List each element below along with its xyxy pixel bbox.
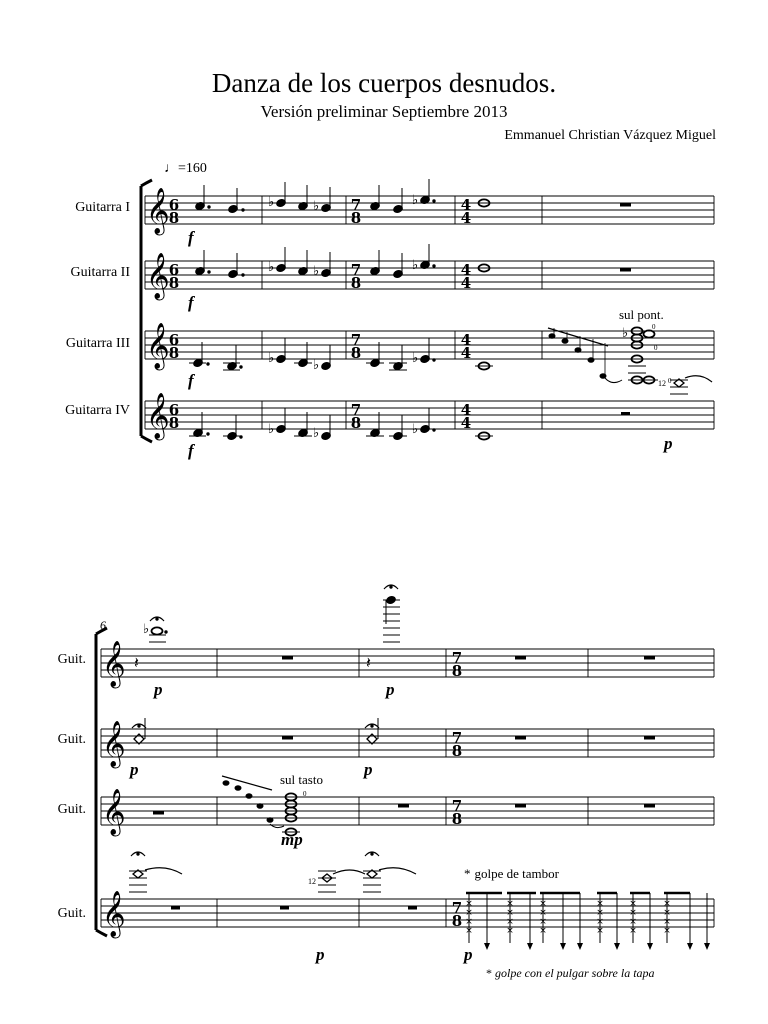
dynamic-marking: p (130, 760, 139, 779)
dynamic-marking: p (316, 945, 325, 964)
instrument-label-guit-2: Guit. (57, 732, 86, 747)
treble-clef-icon: 𝄞 (146, 323, 170, 369)
harmonic-12-mark: 12 (308, 877, 316, 886)
instrument-label-guitarra-2: Guitarra II (70, 265, 130, 280)
dynamic-marking: f (188, 371, 194, 390)
instrument-label-guitarra-4: Guitarra IV (65, 403, 130, 418)
dynamic-marking: p (154, 680, 163, 699)
svg-text:♭: ♭ (412, 422, 419, 437)
treble-clef-icon: 𝄞 (146, 393, 170, 439)
time-sig-4-4: 4 4 (460, 196, 472, 227)
svg-text:♭: ♭ (268, 260, 275, 275)
instrument-label-guitarra-3: Guitarra III (65, 336, 130, 351)
notes-guit-2 (132, 718, 655, 744)
composer-name: Emmanuel Christian Vázquez Miguel (504, 128, 716, 143)
treble-clef-icon: 𝄞 (102, 641, 126, 687)
footnote-star: * (486, 966, 492, 980)
notes-guit-4 (129, 852, 710, 950)
staff-guit-4 (101, 899, 714, 927)
percussion-label (464, 866, 560, 881)
instrument-label-guit-3: Guit. (57, 802, 86, 817)
svg-text:×: × (596, 899, 604, 909)
svg-text:×: × (465, 926, 473, 936)
time-sig-4-4: 4 4 (460, 331, 472, 362)
svg-text:♭: ♭ (313, 426, 320, 441)
svg-text:×: × (506, 917, 514, 927)
quarter-note-icon: ♩ (164, 161, 178, 176)
svg-text:×: × (596, 908, 604, 918)
svg-text:♭: ♭ (313, 264, 320, 279)
svg-text:×: × (629, 926, 637, 936)
notes-guitarra-3 (189, 326, 658, 384)
instrument-label-guitarra-1: Guitarra I (75, 200, 130, 215)
svg-text:𝄽: 𝄽 (134, 653, 139, 672)
measure-number: 6 (100, 618, 106, 632)
treble-clef-icon: 𝄞 (146, 188, 170, 234)
dynamic-marking: p (386, 680, 395, 699)
svg-text:×: × (629, 917, 637, 927)
time-sig-6-8: 6 8 (168, 196, 180, 227)
harmonic-12-mark: 12 (658, 379, 666, 388)
svg-text:♭: ♭ (412, 193, 419, 208)
svg-text:×: × (465, 908, 473, 918)
treble-clef-icon: 𝄞 (146, 253, 170, 299)
technique-sul-tasto: sul tasto (280, 772, 323, 787)
svg-text:×: × (629, 908, 637, 918)
fingering-0: 0 (303, 790, 307, 798)
time-sig-4-4: 4 4 (460, 401, 472, 432)
time-sig-7-8: 7 8 (350, 401, 362, 432)
dynamic-marking: f (188, 293, 194, 312)
score-subtitle: Versión preliminar Septiembre 2013 (260, 102, 508, 121)
svg-text:×: × (539, 908, 547, 918)
svg-text:×: × (663, 926, 671, 936)
dynamic-marking: p (464, 945, 473, 964)
svg-text:𝄽: 𝄽 (366, 653, 371, 672)
svg-text:×: × (506, 899, 514, 909)
fingering-0: 0 (668, 377, 672, 385)
svg-text:♭: ♭ (313, 358, 320, 373)
svg-text:♭: ♭ (622, 326, 629, 341)
system-1 (141, 179, 714, 460)
dynamic-marking: f (188, 441, 194, 460)
svg-text:×: × (663, 908, 671, 918)
time-sig-7-8: 7 8 (350, 261, 362, 292)
time-sig-7-8: 7 8 (350, 196, 362, 227)
svg-text:×: × (539, 917, 547, 927)
svg-text:×: × (539, 899, 547, 909)
footnote-text: golpe con el pulgar sobre la tapa (495, 966, 655, 980)
svg-text:×: × (663, 899, 671, 909)
notes-guit-1 (134, 585, 655, 672)
fingering-0: 0 (652, 323, 656, 331)
svg-text:×: × (465, 917, 473, 927)
instrument-label-guit-1: Guit. (57, 652, 86, 667)
svg-text:×: × (506, 908, 514, 918)
svg-text:♭: ♭ (412, 351, 419, 366)
staff-guit-2 (101, 729, 714, 757)
svg-text:♭: ♭ (268, 195, 275, 210)
time-sig-7-8: 7 8 (451, 899, 463, 930)
svg-text:×: × (539, 926, 547, 936)
treble-clef-icon: 𝄞 (102, 891, 126, 937)
svg-text:×: × (465, 899, 473, 909)
technique-sul-pont: sul pont. (619, 307, 664, 322)
instrument-label-guit-4: Guit. (57, 906, 86, 921)
dynamic-marking: mp (281, 830, 303, 849)
svg-text:×: × (506, 926, 514, 936)
svg-text:×: × (596, 917, 604, 927)
time-sig-7-8: 7 8 (451, 649, 463, 680)
percussion-star: * (464, 866, 471, 881)
fingering-0: 0 (654, 344, 658, 352)
svg-text:♭: ♭ (143, 622, 150, 637)
svg-text:♭: ♭ (412, 258, 419, 273)
staff-guit-3 (101, 797, 714, 825)
time-sig-7-8: 7 8 (451, 729, 463, 760)
svg-text:×: × (629, 899, 637, 909)
time-sig-6-8: 6 8 (168, 261, 180, 292)
dynamic-marking: p (664, 434, 673, 453)
treble-clef-icon: 𝄞 (102, 721, 126, 767)
svg-text:♭: ♭ (268, 351, 275, 366)
tempo-value: =160 (178, 161, 207, 176)
dynamic-marking: p (364, 760, 373, 779)
time-sig-4-4: 4 4 (460, 261, 472, 292)
time-sig-6-8: 6 8 (168, 331, 180, 362)
treble-clef-icon: 𝄞 (102, 789, 126, 835)
notes-guitarra-2 (195, 244, 631, 279)
score-title: Danza de los cuerpos desnudos. (211, 68, 557, 98)
dynamic-marking: f (188, 228, 194, 247)
system-2 (96, 585, 714, 964)
time-sig-7-8: 7 8 (350, 331, 362, 362)
svg-text:♭: ♭ (313, 199, 320, 214)
notes-guit-3 (153, 776, 655, 836)
notes-guitarra-1 (195, 179, 631, 214)
percussion-text: golpe de tambor (474, 866, 559, 881)
staff-guit-1 (101, 649, 714, 677)
svg-text:♭: ♭ (268, 422, 275, 437)
svg-text:×: × (596, 926, 604, 936)
time-sig-7-8: 7 8 (451, 797, 463, 828)
svg-text:×: × (663, 917, 671, 927)
time-sig-6-8: 6 8 (168, 401, 180, 432)
